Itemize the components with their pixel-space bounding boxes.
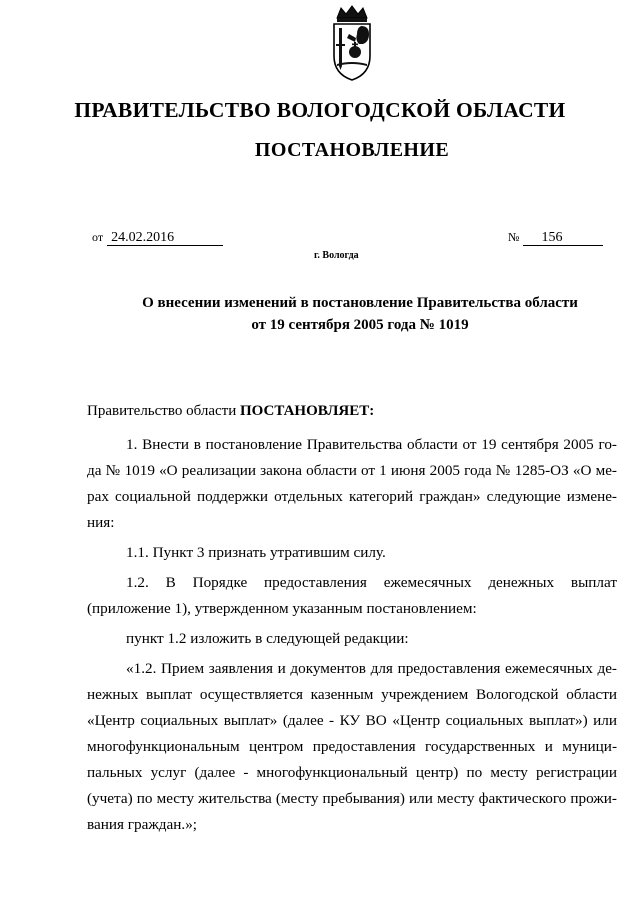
paragraph-1-2-line-2: (приложение 1), утвержденном указанным постановлением: [87, 600, 477, 617]
preamble-decree: ПОСТАНОВЛЯЕТ: [239, 403, 375, 419]
date-prefix: от [92, 230, 104, 244]
preamble [87, 403, 374, 420]
city-label: г. Вологда [314, 250, 359, 261]
paragraph-amend-text: «1.2. Прием заявления и документов для предоставления ежемесячных де-нежных выплат осуществляется казенным учреждением Вологодской области «Центр социальных выплат» (далее - КУ ВО «Центр социальных выплат») или многофункциональным центром предоставления государственных и муници-пальных услуг (далее - многофункциональный центр) по месту регистрации (учета) по месту жительства (месту пребывания) или месту фактического прожи-вания граждан.»; [87, 660, 617, 833]
number-field [508, 230, 603, 246]
document-subject [80, 292, 640, 336]
paragraph-1: 1. Внести в постановление Правительства области от 19 сентября 2005 го-да № 1019 «О реализации закона области от 1 июня 2005 года № 1285-ОЗ «О ме-рах социальной поддержки отдельных категорий граждан» следующие измене-ния: [87, 436, 617, 531]
subject-line-1: О внесении изменений в постановление Правительства области [142, 295, 578, 311]
organization-title: ПРАВИТЕЛЬСТВО ВОЛОГОДСКОЙ ОБЛАСТИ [74, 98, 566, 122]
date-value: 24.02.2016 [107, 230, 223, 246]
number-prefix: № [508, 230, 520, 244]
preamble-lead: Правительство области [87, 403, 237, 419]
date-field [92, 230, 223, 246]
coat-of-arms-icon [329, 4, 375, 82]
number-value: 156 [523, 230, 603, 246]
document-type-heading: ПОСТАНОВЛЕНИЕ [254, 139, 450, 161]
paragraph-1-1: 1.1. Пункт 3 признать утратившим силу. [126, 544, 386, 561]
paragraph-1-2-line-1: 1.2. В Порядке предоставления ежемесячных денежных выплат [126, 574, 617, 591]
subject-line-2: от 19 сентября 2005 года № 1019 [251, 317, 469, 333]
document-body [87, 432, 617, 838]
paragraph-amend-intro: пункт 1.2 изложить в следующей редакции: [126, 630, 409, 647]
